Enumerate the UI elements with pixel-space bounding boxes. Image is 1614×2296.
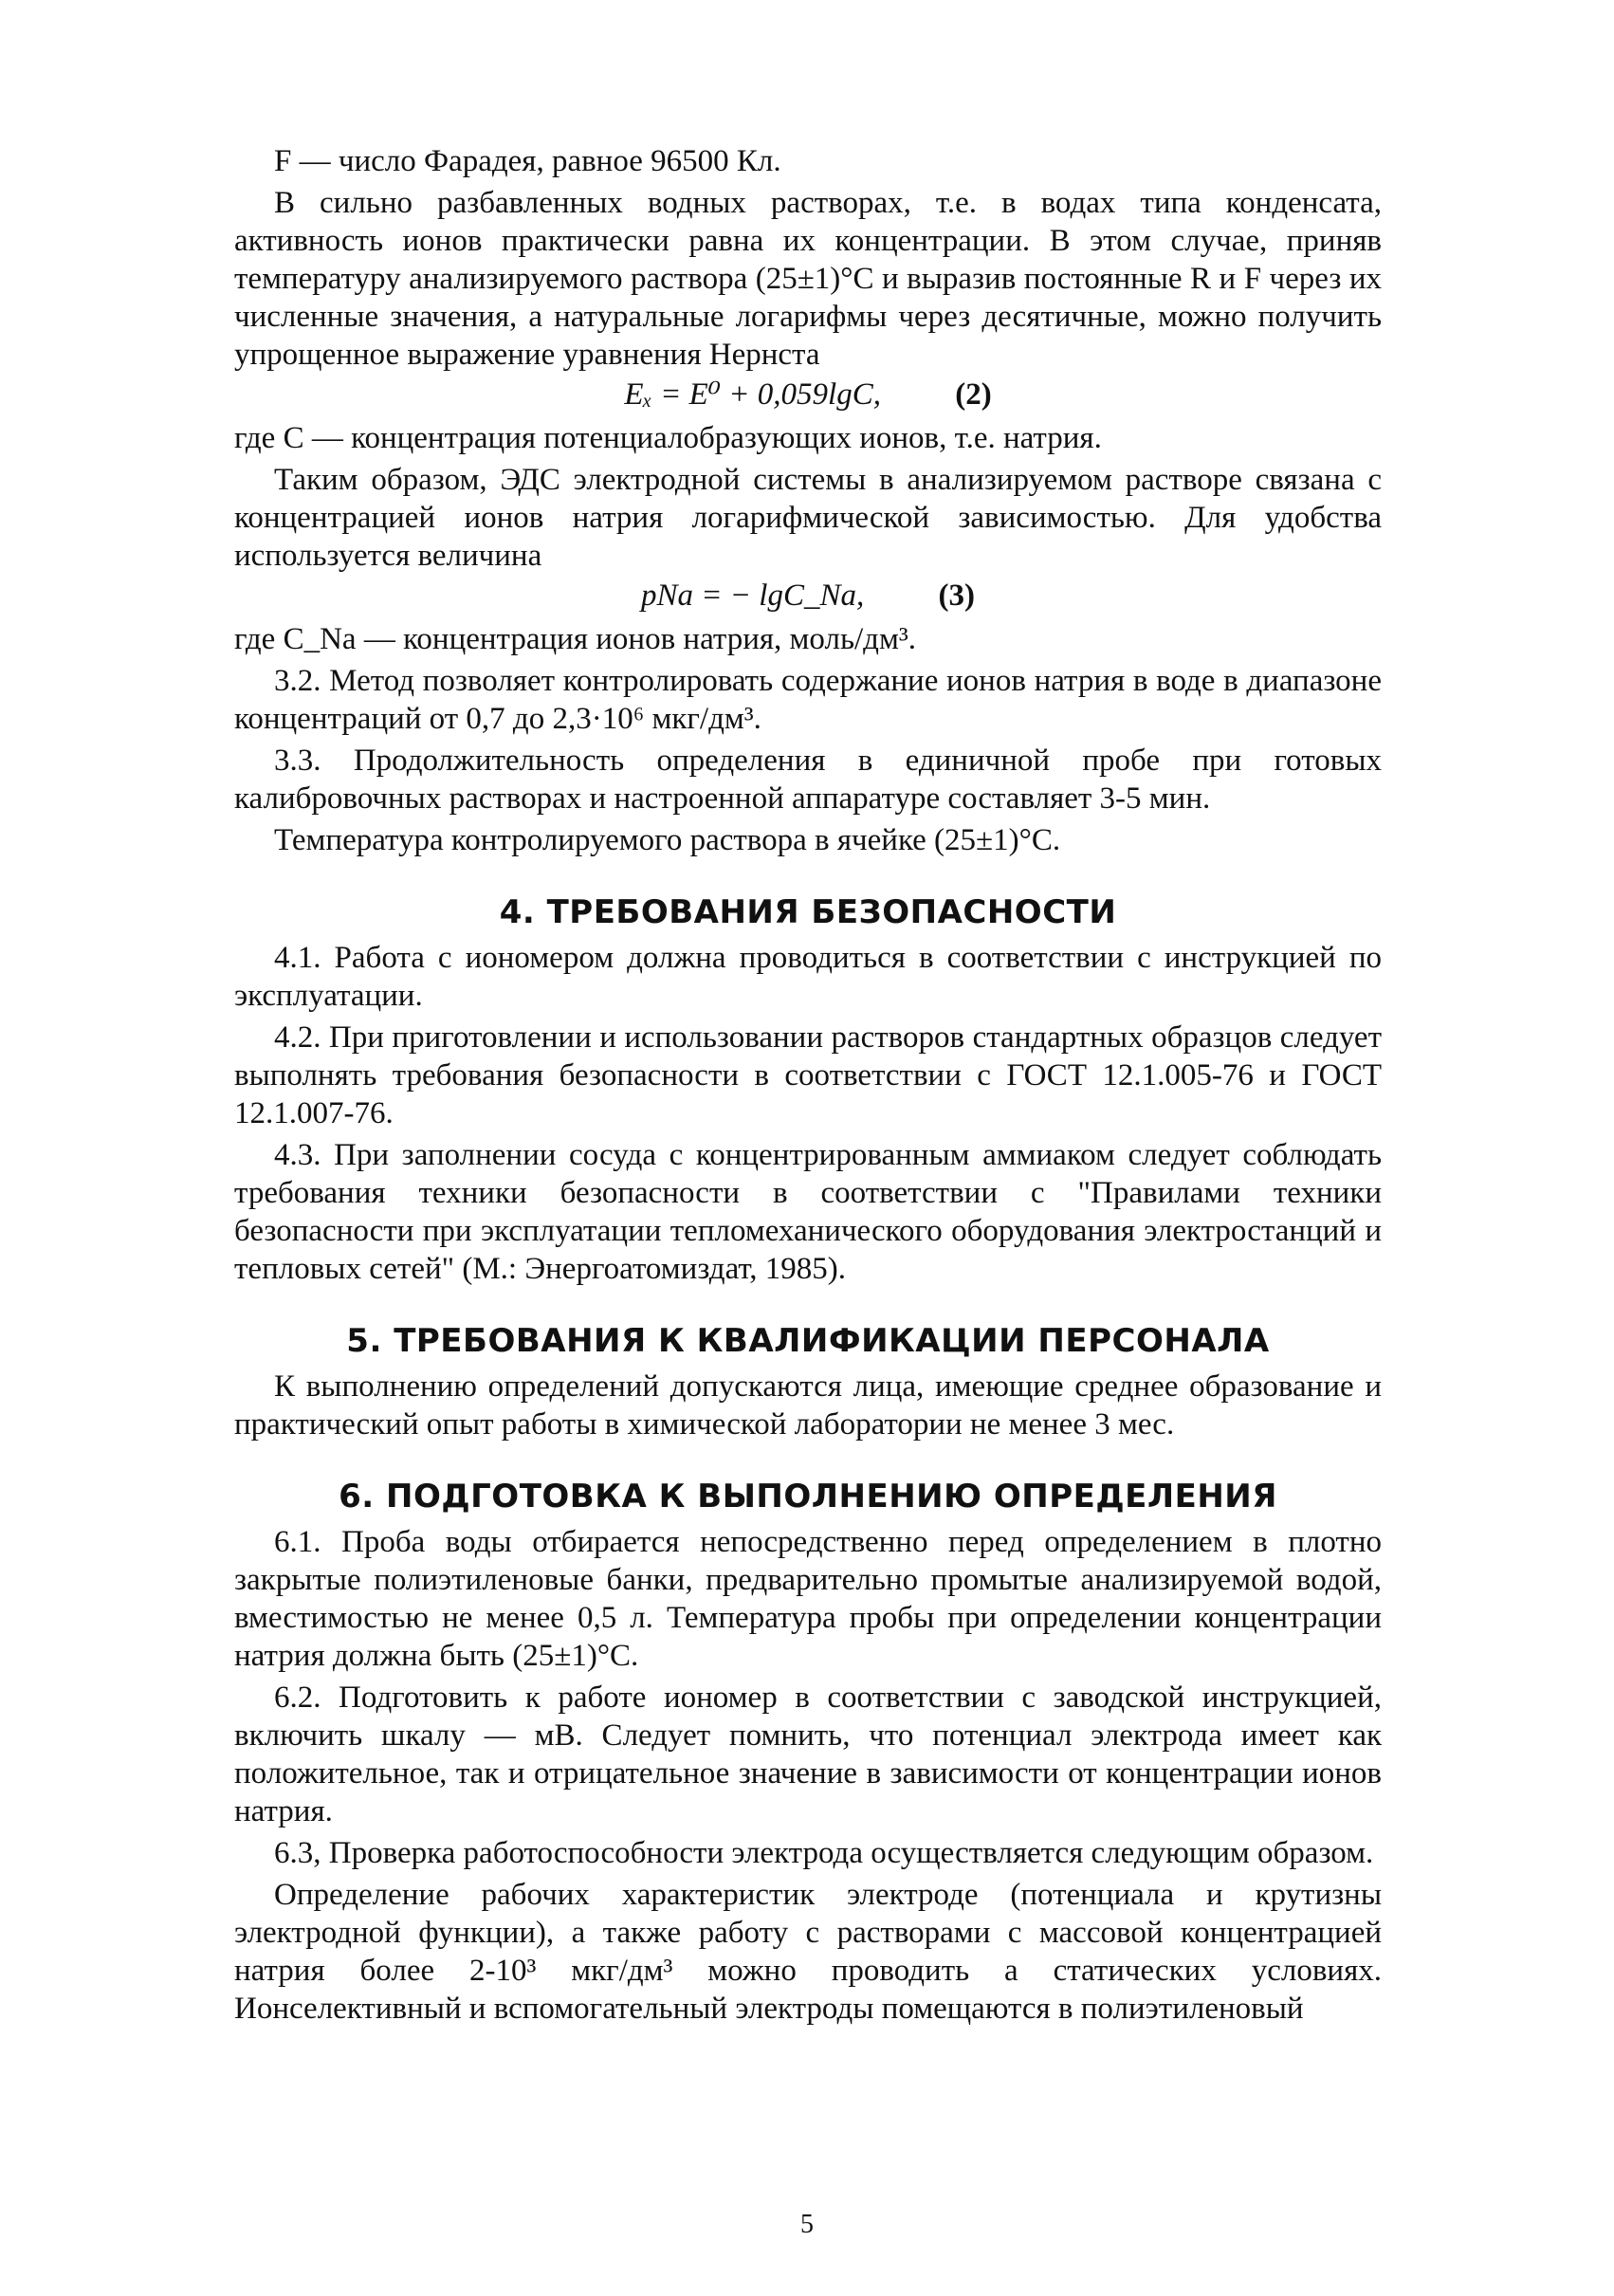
paragraph-6-1: 6.1. Проба воды отбирается непосредственно перед определением в плотно закрытые полиэтиленовые банки, предварительно промытые анализируемой водой, вместимостью не менее 0,5 л. Температура пробы при определении концентрации натрия должна быть (25±1)°С. xyxy=(234,1525,1382,1673)
page-number: 5 xyxy=(800,2210,814,2239)
paragraph-6-3: 6.3, Проверка работоспособности электрода осуществляется следующим образом. xyxy=(274,1836,1374,1870)
paragraph-thus: Таким образом, ЭДС электродной системы в анализируемом растворе связана с концентрацией ионов натрия логарифмической зависимостью. Для удобства используется величина xyxy=(234,463,1382,573)
paragraph-faraday: F — число Фарадея, равное 96500 Кл. xyxy=(274,144,781,178)
section-heading-5: 5. ТРЕБОВАНИЯ К КВАЛИФИКАЦИИ ПЕРСОНАЛА xyxy=(346,1322,1270,1360)
paragraph-5: К выполнению определений допускаются лица, имеющие среднее образование и практический опыт работы в химической лаборатории не менее 3 мес. xyxy=(234,1369,1382,1442)
paragraph-6-2: 6.2. Подготовить к работе иономер в соответствии с заводской инструкцией, включить шкалу — мВ. Следует помнить, что потенциал электрода имеет как положительное, так и отрицательное значение в зависимости от концентрации ионов натрия. xyxy=(234,1681,1382,1828)
paragraph-where-cna: где C_Na — концентрация ионов натрия, моль/дм³. xyxy=(234,622,916,656)
section-heading-6: 6. ПОДГОТОВКА К ВЫПОЛНЕНИЮ ОПРЕДЕЛЕНИЯ xyxy=(339,1478,1277,1515)
paragraph-3-2: 3.2. Метод позволяет контролировать содержание ионов натрия в воде в диапазоне концентраций от 0,7 до 2,3·10⁶ мкг/дм³. xyxy=(234,664,1382,736)
formula-3-expression: pNa = − lgC_Na, xyxy=(641,579,865,613)
paragraph-4-2: 4.2. При приготовлении и использовании растворов стандартных образцов следует выполнять требования безопасности в соответствии с ГОСТ 12.1.005-76 и ГОСТ 12.1.007-76. xyxy=(234,1020,1382,1130)
paragraph-4-3: 4.3. При заполнении сосуда с концентрированным аммиаком следует соблюдать требования техники безопасности в соответствии с "Правилами техники безопасности при эксплуатации тепломеханического оборудования электростанций и тепловых сетей" (М.: Энергоатомиздат, 1985). xyxy=(234,1138,1382,1286)
paragraph-where-c: где C — концентрация потенциалобразующих ионов, т.е. натрия. xyxy=(234,421,1102,455)
formula-2-expression: Eₓ = E⁰ + 0,059lgC, xyxy=(624,377,881,412)
formula-2 xyxy=(234,376,1382,413)
formula-2-number: (2) xyxy=(955,377,992,412)
paragraph-electrode-characteristics: Определение рабочих характеристик электроде (потенциала и крутизны электродной функции), а также работу с растворами с массовой концентрацией натрия более 2-10³ мкг/дм³ можно проводить а статических условиях. Ионселективный и вспомогательный электроды помещаются в полиэтиленовый xyxy=(234,1878,1382,2026)
formula-3-number: (3) xyxy=(938,579,975,613)
paragraph-4-1: 4.1. Работа с иономером должна проводиться в соответствии с инструкцией по эксплуатации. xyxy=(234,941,1382,1013)
paragraph-temperature: Температура контролируемого раствора в ячейке (25±1)°С. xyxy=(274,823,1061,857)
section-heading-4: 4. ТРЕБОВАНИЯ БЕЗОПАСНОСТИ xyxy=(499,893,1117,931)
paragraph-dilute-solutions: В сильно разбавленных водных растворах, т.е. в водах типа конденсата, активность ионов практически равна их концентрации. В этом случае, приняв температуру анализируемого раствора (25±1)°С и выразив постоянные R и F через их численные значения, а натуральные логарифмы через десятичные, можно получить упрощенное выражение уравнения Нернста xyxy=(234,186,1382,372)
page-body xyxy=(234,142,1382,2028)
paragraph-3-3: 3.3. Продолжительность определения в единичной пробе при готовых калибровочных растворах и настроенной аппаратуре составляет 3-5 мин. xyxy=(234,744,1382,816)
formula-3 xyxy=(234,577,1382,615)
